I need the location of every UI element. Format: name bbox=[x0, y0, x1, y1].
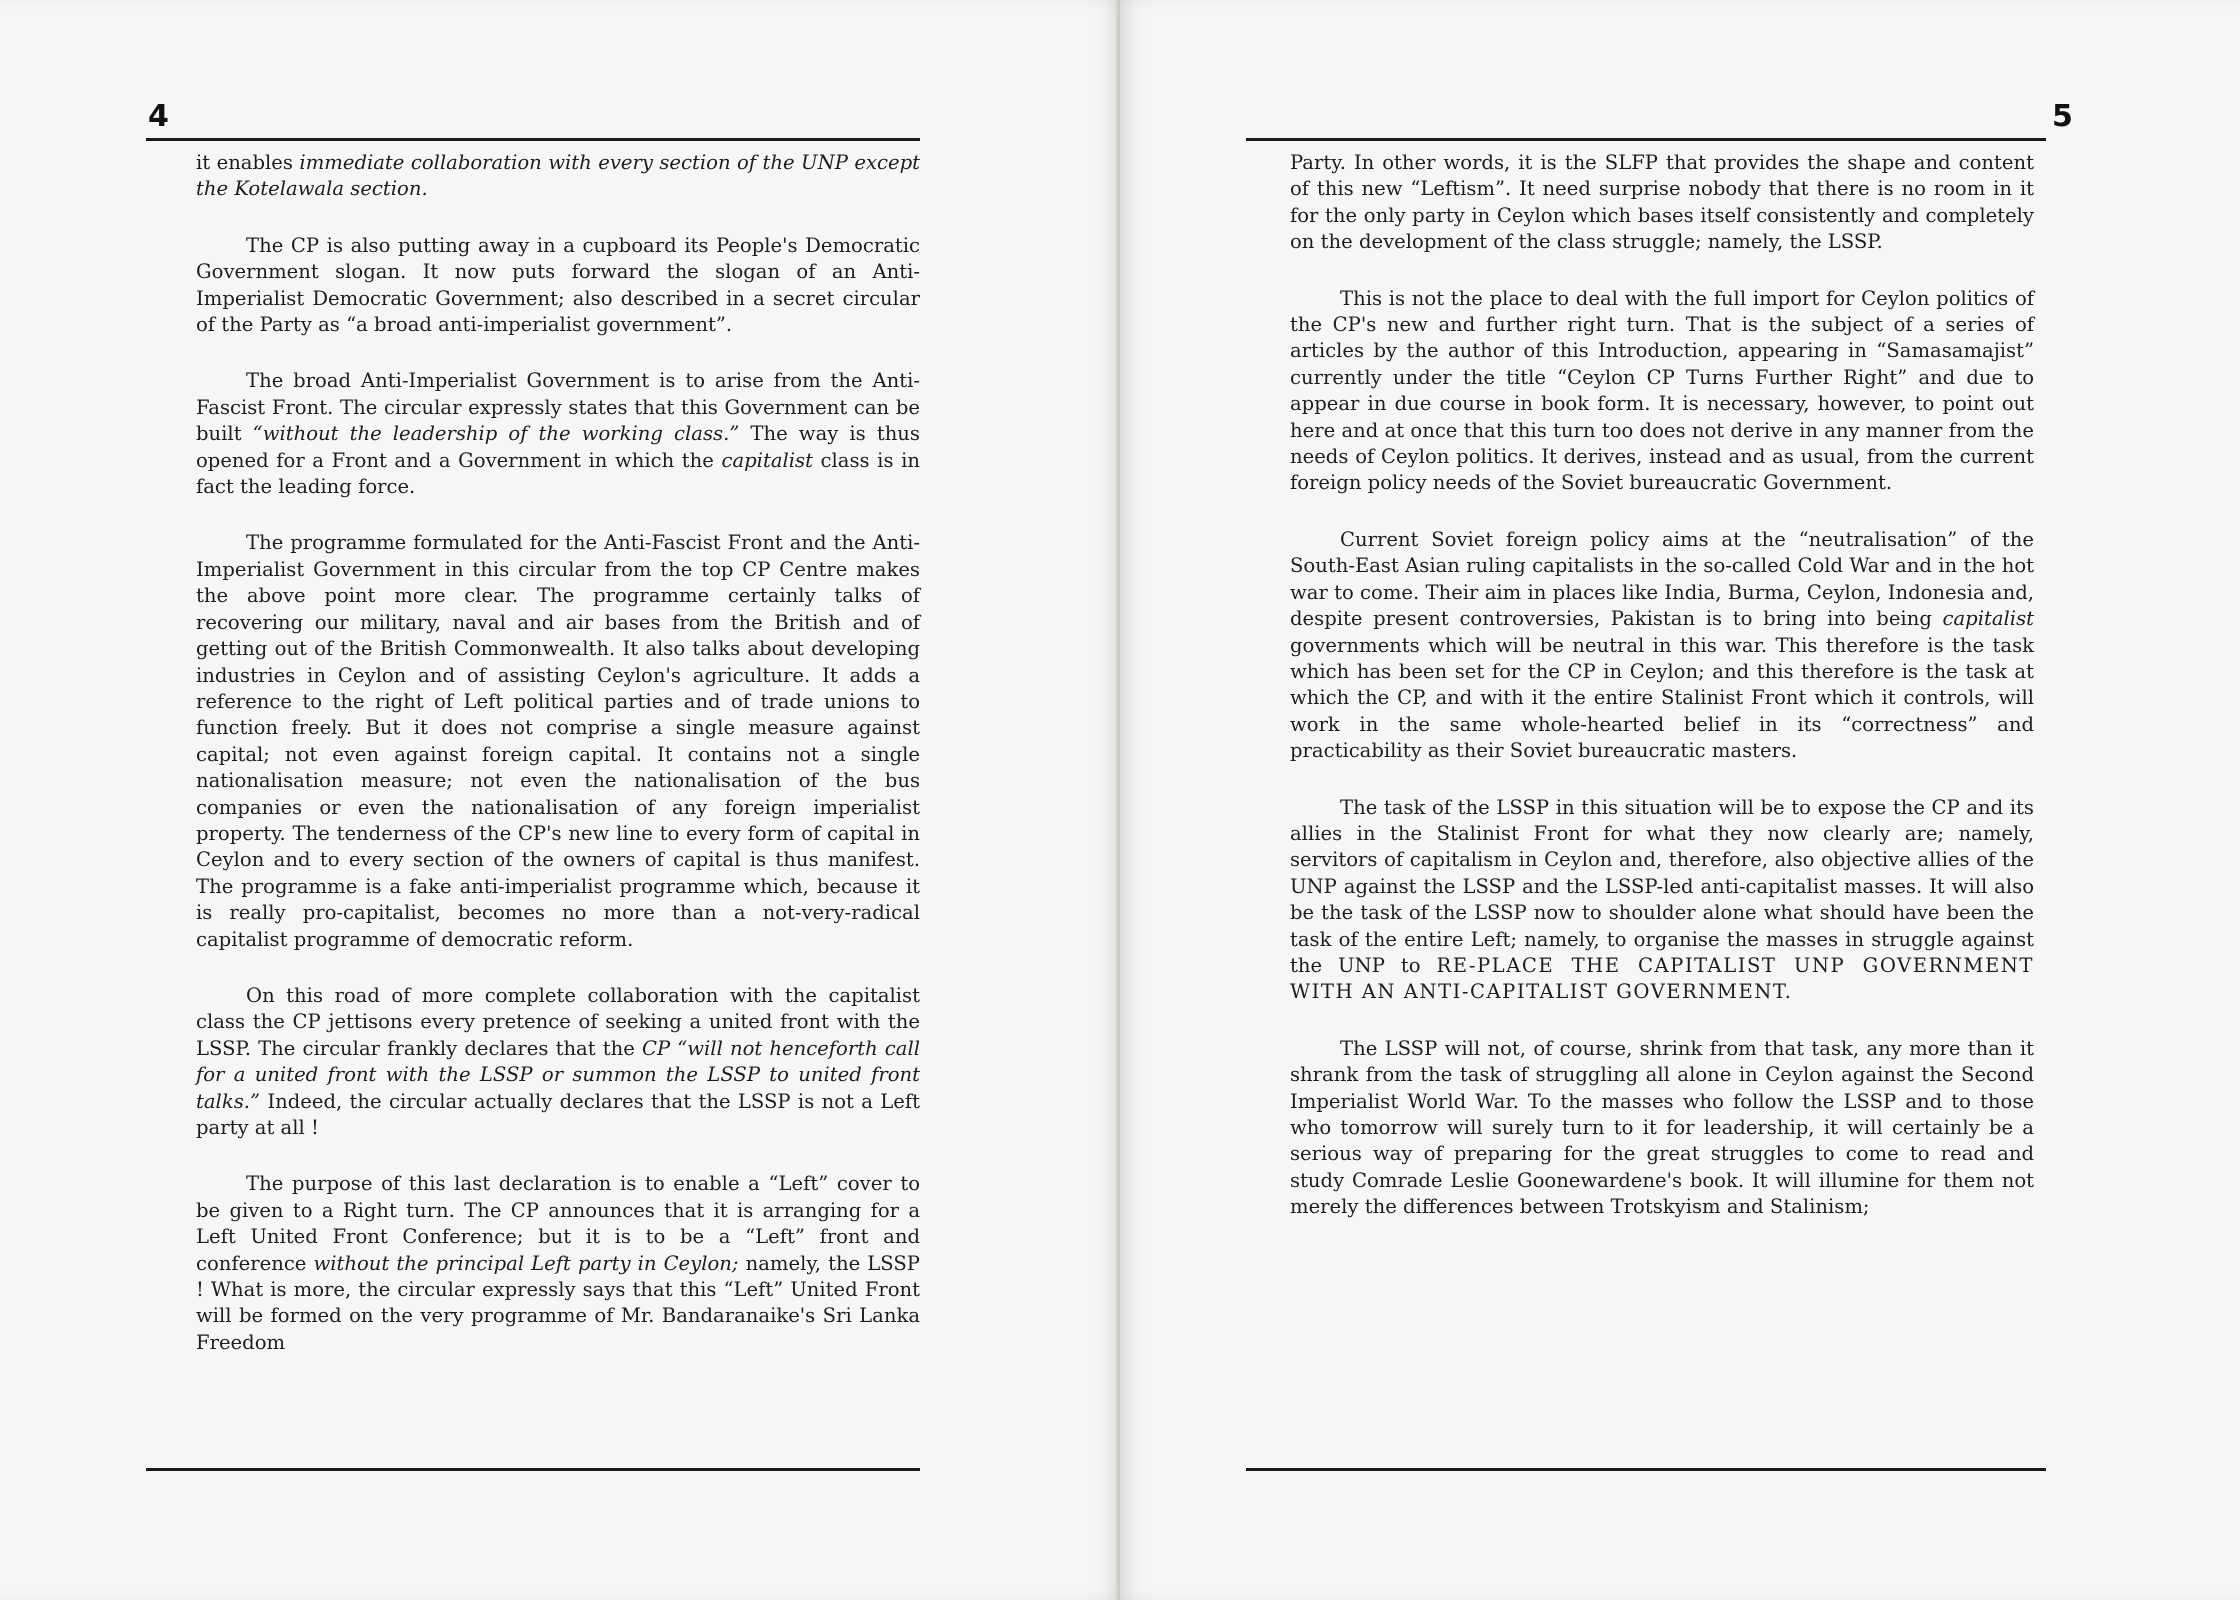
page-number: 4 bbox=[148, 99, 169, 134]
page-body bbox=[196, 150, 920, 1386]
top-rule bbox=[146, 138, 920, 141]
page-number: 5 bbox=[2052, 99, 2073, 134]
top-rule bbox=[1246, 138, 2046, 141]
paragraph: The LSSP will not, of course, shrink from that task, any more than it shrank from the task of struggling all alone in Ceylon against the Second Imperialist World War. To the masses who follow the LSSP and to those who tomorrow will surely turn to it for leadership, it will certainly be a serious way of preparing for the great struggles to come to read and study Comrade Leslie Goonewardene's book. It will illumine for them not merely the differences between Trotskyism and Stalinism; bbox=[1290, 1036, 2034, 1219]
paragraph: The purpose of this last declaration is to enable a “Left” cover to be given to a Right turn. The CP announces that it is arranging for a Left United Front Conference; but it is to be a “Left” front and conference without the principal Left party in Ceylon; namely, the LSSP ! What is more, the circular expressly says that this “Left” United Front will be formed on the very programme of Mr. Bandaranaike's Sri Lanka Freedom bbox=[196, 1172, 920, 1354]
emphasis: capitalist bbox=[1942, 607, 2034, 631]
paragraph: The CP is also putting away in a cupboard its People's Democratic Government slogan. It now puts forward the slogan of an Anti-Imperialist Democratic Government; also described in a secret circular of the Party as “a broad anti-imperialist government”. bbox=[196, 233, 920, 337]
right-page bbox=[1120, 0, 2240, 1600]
bottom-rule bbox=[146, 1468, 920, 1471]
emphasis: “without the leadership of the working class.” bbox=[252, 422, 740, 446]
emphasis: CP “will not henceforth call for a united front with the LSSP or summon the LSSP to united front talks.” bbox=[196, 1036, 920, 1113]
emphasis: capitalist bbox=[721, 448, 813, 472]
paragraph: Party. In other words, it is the SLFP that provides the shape and content of this new “Leftism”. It need surprise nobody that there is no room in it for the only party in Ceylon which bases itself consistently and completely on the development of the class struggle; namely, the LSSP. bbox=[1290, 151, 2034, 254]
paragraph: The broad Anti-Imperialist Government is to arise from the Anti-Fascist Front. The circular expressly states that this Government can be built “without the leadership of the working class.” The way is thus opened for a Front and a Government in which the capitalist class is in fact the leading force. bbox=[196, 369, 920, 499]
capitalized-slogan: RE-PLACE THE CAPITALIST UNP GOVERNMENT WITH AN ANTI-CAPITALIST GOVERNMENT. bbox=[1290, 953, 2034, 1004]
paragraph: The programme formulated for the Anti-Fascist Front and the Anti-Imperialist Government in this circular from the top CP Centre makes the above point more clear. The programme certainly talks of recovering our military, naval and air bases from the British and of getting out of the British Commonwealth. It also talks about developing industries in Ceylon and of assisting Ceylon's agriculture. It adds a reference to the right of Left political parties and of trade unions to function freely. But it does not comprise a single measure against capital; not even against foreign capital. It contains not a single nationalisation measure; not even the nationalisation of the bus companies or even the nationalisation of any foreign imperialist property. The tenderness of the CP's new line to every form of capital in Ceylon and to every section of the owners of capital is thus manifest. The programme is a fake anti-imperialist programme which, because it is really pro-capitalist, becomes no more than a not-very-radical capitalist programme of democratic reform. bbox=[196, 531, 920, 951]
paragraph: This is not the place to deal with the full import for Ceylon politics of the CP's new and further right turn. That is the subject of a series of articles by the author of this Introduction, appearing in “Samasamajist” currently under the title “Ceylon CP Turns Further Right” and due to appear in due course in book form. It is necessary, however, to point out here and at once that this turn too does not derive in any manner from the needs of Ceylon politics. It derives, instead and as usual, from the current foreign policy needs of the Soviet bureaucratic Government. bbox=[1290, 286, 2034, 495]
emphasis: immediate collaboration with every section of the UNP except the Kotelawala section. bbox=[196, 151, 920, 201]
paragraph: Current Soviet foreign policy aims at the “neutralisation” of the South-East Asian ruling capitalists in the so-called Cold War and in the hot war to come. Their aim in places like India, Burma, Ceylon, Indonesia and, despite present controversies, Pakistan is to bring into being capitalist governments which will be neutral in this war. This therefore is the task which has been set for the CP in Ceylon; and this therefore is the task at which the CP, and with it the entire Stalinist Front which it controls, will work in the same whole-hearted belief in its “correctness” and practicability as their Soviet bureaucratic masters. bbox=[1290, 527, 2034, 763]
paragraph: it enables immediate collaboration with every section of the UNP except the Kotelawala section. bbox=[196, 151, 920, 201]
paragraph: On this road of more complete collaboration with the capitalist class the CP jettisons every pretence of seeking a united front with the LSSP. The circular frankly declares that the CP “will not henceforth call for a united front with the LSSP or summon the LSSP to united front talks.” Indeed, the circular actually declares that the LSSP is not a Left party at all ! bbox=[196, 983, 920, 1139]
paragraph: The task of the LSSP in this situation will be to expose the CP and its allies in the Stalinist Front for what they now clearly are; namely, servitors of capitalism in Ceylon and, therefore, also objective allies of the UNP against the LSSP and the LSSP-led anti-capitalist masses. It will also be the task of the LSSP now to shoulder alone what should have been the task of the entire Left; namely, to organise the masses in struggle against the UNP to RE-PLACE THE CAPITALIST UNP GOVERNMENT WITH AN ANTI-CAPITALIST GOVERNMENT. bbox=[1290, 795, 2034, 1004]
emphasis: without the principal Left party in Ceylon; bbox=[313, 1251, 739, 1275]
page-body bbox=[1290, 150, 2034, 1251]
bottom-rule bbox=[1246, 1468, 2046, 1471]
